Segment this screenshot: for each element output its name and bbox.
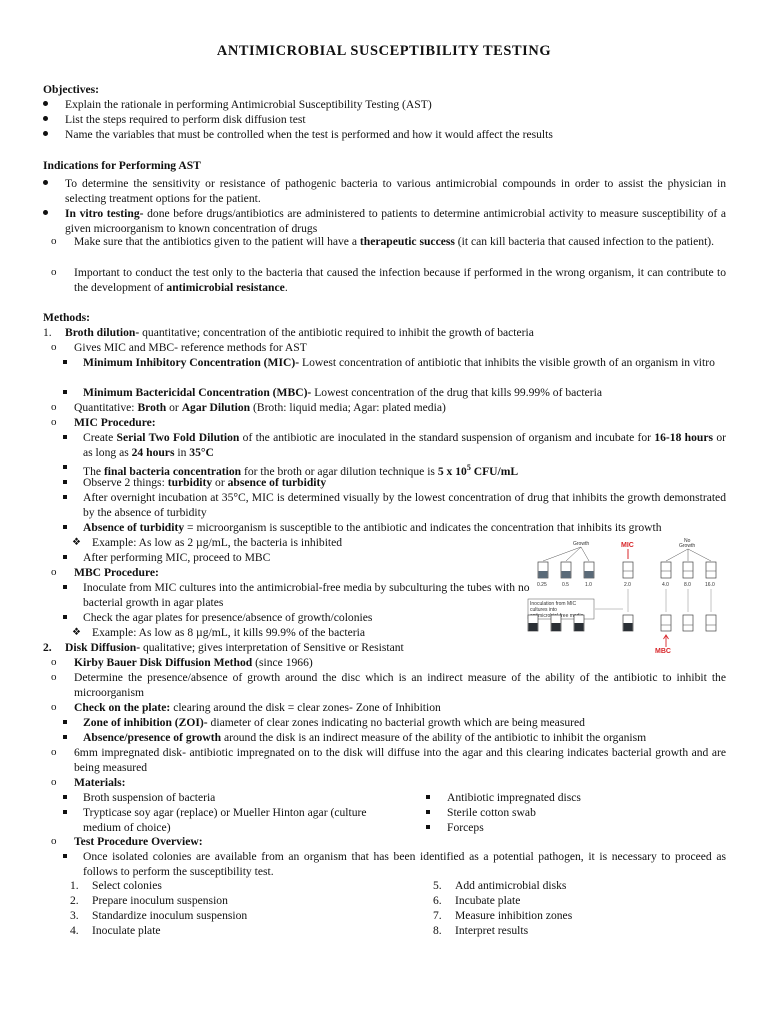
procedure-step: Observe 2 things: turbidity or absence of turbidity xyxy=(83,476,327,489)
circle-bullet-icon: o xyxy=(51,416,57,428)
circle-bullet-icon: o xyxy=(51,566,57,578)
material-item: Broth suspension of bacteria xyxy=(83,791,216,804)
diagram-mbc-arrow xyxy=(664,635,669,647)
method-subitem: Zone of inhibition (ZOI)- diameter of clear zones indicating no bacterial growth which are being measured xyxy=(83,716,585,729)
circle-bullet-icon: o xyxy=(51,776,57,788)
svg-text:4.0: 4.0 xyxy=(662,582,669,588)
procedure-step: Inoculate from MIC cultures into the antimicrobial-free media by subculturing the tubes with no bacterial growth in agar plates xyxy=(83,581,530,609)
indication-item: To determine the sensitivity or resistance of pathogenic bacteria to various antimicrobial compounds in order to assist the physician in selecting treatment options for the patient. xyxy=(65,177,726,205)
diagram-svg xyxy=(530,537,733,655)
materials-heading: Materials: xyxy=(74,776,126,789)
step-number: 8. xyxy=(433,924,442,937)
square-bullet-icon xyxy=(426,790,440,805)
diagram-mbc-label: MBC xyxy=(655,648,671,655)
material-item: Sterile cotton swab xyxy=(447,806,536,819)
square-bullet-icon xyxy=(63,715,77,730)
step-number: 3. xyxy=(70,909,79,922)
diagram-mic-label: MIC xyxy=(621,542,634,549)
square-bullet-icon xyxy=(63,730,77,745)
procedure-step: Absence of turbidity = microorganism is susceptible to the antibiotic and indicates the concentration that inhibits its growth xyxy=(83,521,662,534)
square-bullet-icon xyxy=(63,550,77,565)
square-bullet-icon xyxy=(63,490,77,505)
method-item: Broth dilution- quantitative; concentration of the antibiotic required to inhibit the growth of bacteria xyxy=(65,326,534,339)
step-item: Select colonies xyxy=(92,879,162,892)
diagram-bottom-tubes xyxy=(528,615,716,631)
objective-item: Name the variables that must be controlled when the test is performed and how it would affect the results xyxy=(65,128,553,141)
indication-item: In vitro testing- done before drugs/antibiotics are administered to patients to determine antimicrobial activity to measure susceptibility of a given microorganism to known concentration of drugs xyxy=(65,207,726,235)
example-text: Example: As low as 8 µg/mL, it kills 99.9% of the bacteria xyxy=(92,626,365,639)
diagram-concentrations xyxy=(537,582,715,588)
svg-text:8.0: 8.0 xyxy=(684,582,691,588)
square-bullet-icon xyxy=(63,355,77,370)
objectives-heading: Objectives: xyxy=(43,83,100,96)
square-bullet-icon xyxy=(63,475,77,490)
material-item: Antibiotic impregnated discs xyxy=(447,791,581,804)
material-item: Trypticase soy agar (replace) or Mueller Hinton agar (culture medium of choice) xyxy=(83,806,367,834)
square-bullet-icon xyxy=(63,580,77,595)
step-number: 6. xyxy=(433,894,442,907)
indication-subitem: Important to conduct the test only to the bacteria that caused the infection because if performed in the wrong organism, it can contribute to the development of antimicrobial resistance. xyxy=(74,266,726,294)
square-bullet-icon xyxy=(63,430,77,445)
mbc-procedure-heading: MBC Procedure: xyxy=(74,566,159,579)
objective-item: List the steps required to perform disk diffusion test xyxy=(65,113,306,126)
diagram-no-growth-label: Growth xyxy=(679,543,696,549)
square-bullet-icon xyxy=(63,790,77,805)
step-number: 2. xyxy=(70,894,79,907)
diagram-growth-label: Growth xyxy=(573,541,590,547)
mic-mbc-diagram xyxy=(530,537,733,655)
square-bullet-icon xyxy=(63,460,77,475)
circle-bullet-icon: o xyxy=(51,235,57,247)
material-item: Forceps xyxy=(447,821,484,834)
circle-bullet-icon: o xyxy=(51,835,57,847)
step-item: Interpret results xyxy=(455,924,529,937)
procedure-step: After overnight incubation at 35°C, MIC is determined visually by the lowest concentration of drug that inhibits the growth demonstrated by the absence of turbidity xyxy=(83,491,726,519)
indications-heading: Indications for Performing AST xyxy=(43,159,201,172)
svg-text:1.0: 1.0 xyxy=(585,582,592,588)
circle-bullet-icon: o xyxy=(51,671,57,683)
circle-bullet-icon: o xyxy=(51,266,57,278)
square-bullet-icon xyxy=(63,520,77,535)
bullet-icon xyxy=(43,127,57,142)
method-subitem: Gives MIC and MBC- reference methods for AST xyxy=(74,341,307,354)
diagram-caption-line: cultures into xyxy=(530,607,557,613)
step-number: 4. xyxy=(70,924,79,937)
diagram-top-tubes xyxy=(538,562,716,578)
step-item: Standardize inoculum suspension xyxy=(92,909,248,922)
square-bullet-icon xyxy=(63,805,77,820)
step-number: 1. xyxy=(70,879,79,892)
svg-text:2.0: 2.0 xyxy=(624,582,631,588)
procedure-step: Check the agar plates for presence/absence of growth/colonies xyxy=(83,611,373,624)
diamond-bullet-icon: ❖ xyxy=(72,537,81,548)
bullet-icon xyxy=(43,112,57,127)
diagram-caption-line: Inoculation from MIC xyxy=(530,601,577,607)
bullet-icon xyxy=(43,97,57,112)
method-item: Disk Diffusion- qualitative; gives interpretation of Sensitive or Resistant xyxy=(65,641,404,654)
test-procedure-heading: Test Procedure Overview: xyxy=(74,835,203,848)
bullet-icon xyxy=(43,176,57,191)
diagram-no-label: No xyxy=(684,538,691,544)
square-bullet-icon xyxy=(426,805,440,820)
step-item: Measure inhibition zones xyxy=(455,909,573,922)
step-item: Inoculate plate xyxy=(92,924,161,937)
svg-text:0.5: 0.5 xyxy=(562,582,569,588)
svg-text:0.25: 0.25 xyxy=(537,582,547,588)
diagram-branch-lines xyxy=(543,547,711,561)
method-subitem: Kirby Bauer Disk Diffusion Method (since 1966) xyxy=(74,656,313,669)
circle-bullet-icon: o xyxy=(51,656,57,668)
indication-subitem: Make sure that the antibiotics given to the patient will have a therapeutic success (it can kill bacteria that caused infection to the patient). xyxy=(74,235,715,248)
circle-bullet-icon: o xyxy=(51,701,57,713)
method-subitem: Minimum Bactericidal Concentration (MBC)- Lowest concentration of the drug that kills 99.99% of bacteria xyxy=(83,386,603,399)
method-subitem: Determine the presence/absence of growth around the disc which is an indirect measure of the ability of the antibiotic to inhibit the microorganism xyxy=(74,671,726,699)
step-number: 5. xyxy=(433,879,442,892)
procedure-intro: Once isolated colonies are available from an organism that has been identified as a potential pathogen, it is necessary to proceed as follows to perform the susceptibility test. xyxy=(83,850,726,878)
square-bullet-icon xyxy=(63,610,77,625)
diagram-caption-line: antimicrobial-free xyxy=(530,613,569,619)
procedure-step: After performing MIC, proceed to MBC xyxy=(83,551,271,564)
step-item: Incubate plate xyxy=(455,894,521,907)
page-title: ANTIMICROBIAL SUSCEPTIBILITY TESTING xyxy=(216,43,552,59)
circle-bullet-icon: o xyxy=(51,401,57,413)
objective-item: Explain the rationale in performing Antimicrobial Susceptibility Testing (AST) xyxy=(65,98,432,111)
step-item: Prepare inoculum suspension xyxy=(92,894,228,907)
step-number: 7. xyxy=(433,909,442,922)
method-subitem: Minimum Inhibitory Concentration (MIC)- Lowest concentration of antibiotic that inhibits the visible growth of an organism in vitro xyxy=(83,356,715,369)
square-bullet-icon xyxy=(426,820,440,835)
circle-bullet-icon: o xyxy=(51,746,57,758)
svg-text:16.0: 16.0 xyxy=(705,582,715,588)
list-number: 2. xyxy=(43,641,52,654)
list-number: 1. xyxy=(43,326,52,339)
step-item: Add antimicrobial disks xyxy=(455,879,567,892)
bullet-icon xyxy=(43,206,57,221)
method-subitem: Check on the plate: clearing around the disk = clear zones- Zone of Inhibition xyxy=(74,701,441,714)
square-bullet-icon xyxy=(63,385,77,400)
method-subitem: Quantitative: Broth or Agar Dilution (Broth: liquid media; Agar: plated media) xyxy=(74,401,446,414)
methods-heading: Methods: xyxy=(43,311,91,324)
procedure-step: Create Serial Two Fold Dilution of the antibiotic are inoculated in the standard suspension of organism and incubate for 16-18 hours or as long as 24 hours in 35°C xyxy=(83,431,726,459)
square-bullet-icon xyxy=(63,849,77,864)
method-subitem: 6mm impregnated disk- antibiotic impregnated on to the disk will diffuse into the agar and this clearing indicates bacterial growth and are being measured xyxy=(74,746,726,774)
procedure-step: The final bacteria concentration for the broth or agar dilution technique is 5 x $10^5$ CFU/mL xyxy=(83,463,519,478)
mic-procedure-heading: MIC Procedure: xyxy=(74,416,156,429)
method-subitem: Absence/presence of growth around the disk is an indirect measure of the ability of the antibiotic to inhibit the organism xyxy=(83,731,647,744)
diagram-arrow-lines xyxy=(595,589,711,612)
circle-bullet-icon: o xyxy=(51,341,57,353)
diamond-bullet-icon: ❖ xyxy=(72,627,81,638)
example-text: Example: As low as 2 µg/mL, the bacteria is inhibited xyxy=(92,536,343,549)
